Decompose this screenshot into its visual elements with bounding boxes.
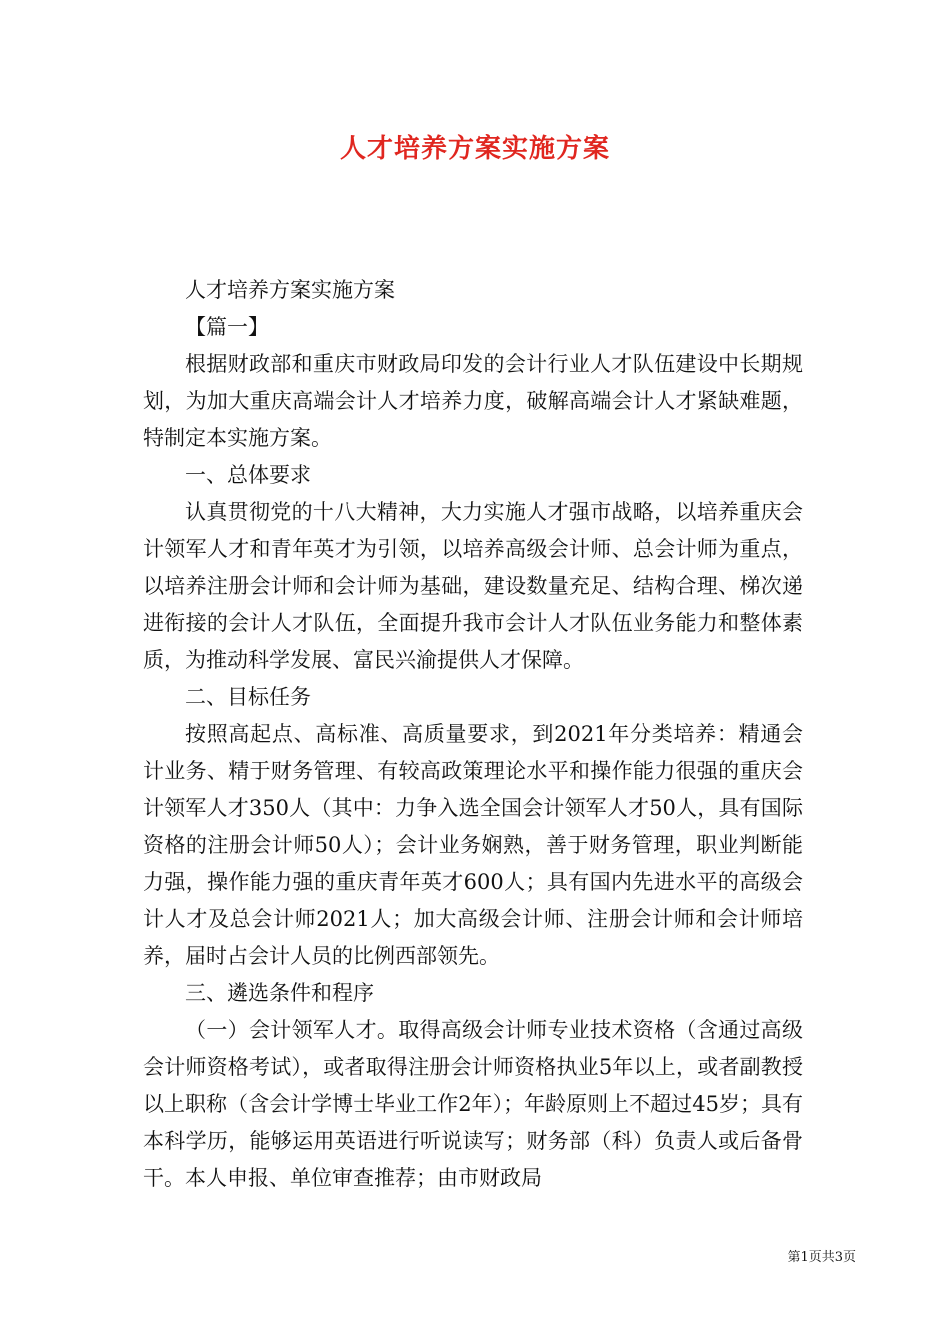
body-paragraph: （一）会计领军人才。取得高级会计师专业技术资格（含通过高级会计师资格考试），或者取得注册会计师资格执业5年以上，或者副教授以上职称（含会计学博士毕业工作2年）；年龄原则上不超过45岁；具有本科学历，能够运用英语进行听说读写；财务部（科）负责人或后备骨干。本人申报、单位审查推荐；由市财政局 xyxy=(143,1018,803,1190)
section-heading: 三、遴选条件和程序 xyxy=(185,981,374,1005)
page-title: 人才培养方案实施方案 xyxy=(339,134,610,164)
page-number: 第1页共3页 xyxy=(787,1250,856,1265)
body-paragraph: 【篇一】 xyxy=(185,315,269,339)
section-heading: 一、总体要求 xyxy=(185,463,311,487)
body-paragraph: 认真贯彻党的十八大精神，大力实施人才强市战略，以培养重庆会计领军人才和青年英才为引领，以培养高级会计师、总会计师为重点，以培养注册会计师和会计师为基础，建设数量充足、结构合理、梯次递进衔接的会计人才队伍，全面提升我市会计人才队伍业务能力和整体素质，为推动科学发展、富民兴渝提供人才保障。 xyxy=(143,500,803,672)
section-heading: 二、目标任务 xyxy=(185,685,311,709)
document-body xyxy=(143,272,803,1197)
body-paragraph: 人才培养方案实施方案 xyxy=(185,278,395,302)
body-paragraph: 按照高起点、高标准、高质量要求，到2021年分类培养：精通会计业务、精于财务管理、有较高政策理论水平和操作能力很强的重庆会计领军人才350人（其中：力争入选全国会计领军人才50人，具有国际资格的注册会计师50人）；会计业务娴熟，善于财务管理，职业判断能力强，操作能力强的重庆青年英才600人；具有国内先进水平的高级会计人才及总会计师2021人；加大高级会计师、注册会计师和会计师培养，届时占会计人员的比例西部领先。 xyxy=(143,722,803,968)
body-paragraph: 根据财政部和重庆市财政局印发的会计行业人才队伍建设中长期规划，为加大重庆高端会计人才培养力度，破解高端会计人才紧缺难题，特制定本实施方案。 xyxy=(143,352,803,450)
